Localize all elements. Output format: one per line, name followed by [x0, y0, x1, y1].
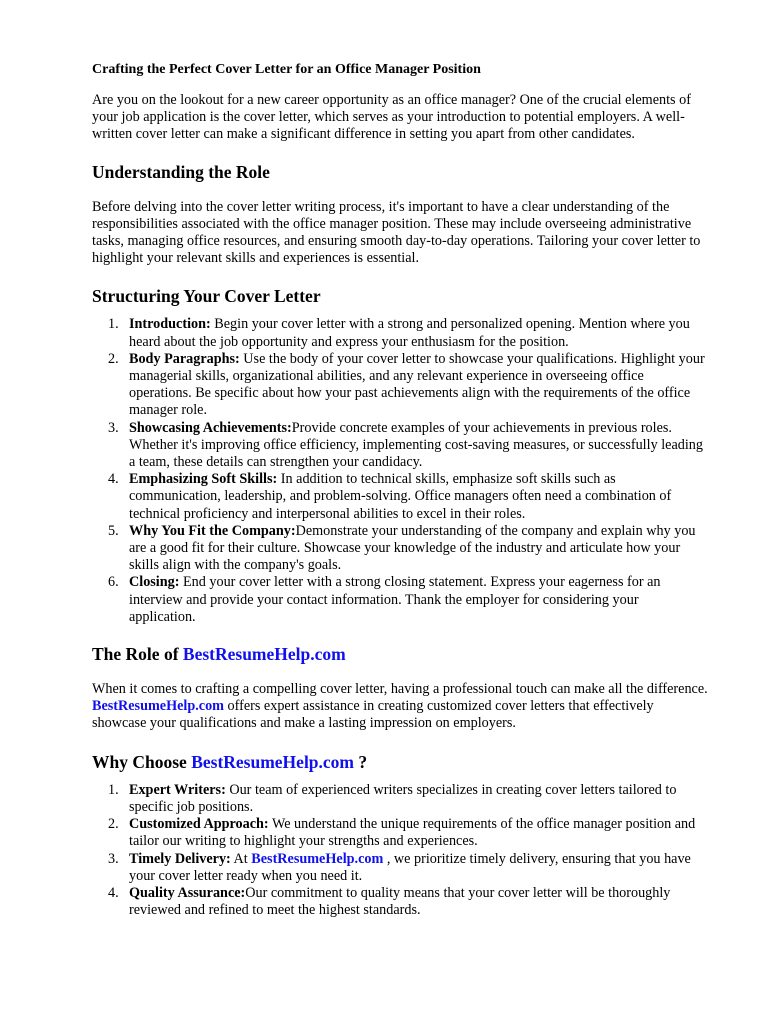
list-item: [92, 351, 708, 420]
list-number: 4.: [108, 471, 119, 488]
understanding-heading: Understanding the Role: [92, 161, 270, 182]
list-item-text-after: , we prioritize timely delivery, ensuring that you have your cover letter ready when you need it.: [129, 850, 691, 884]
list-item-label: Introduction:: [129, 316, 211, 333]
list-number: 1.: [108, 316, 119, 333]
list-item-label: Body Paragraphs:: [129, 350, 240, 367]
why-heading: [92, 752, 708, 772]
list-item-text: Use the body of your cover letter to showcase your qualifications. Highlight your managerial skills, organizational abilities, and any relevant experience in overseeing office operations. Be specific about how your past achievements align with the requirements of the office manager role.: [129, 350, 705, 419]
role-heading-link[interactable]: BestResumeHelp.com: [182, 644, 346, 665]
list-item-text-before: At: [233, 850, 252, 867]
list-number: 6.: [108, 574, 119, 591]
list-number: 3.: [108, 419, 119, 436]
list-item-label: Emphasizing Soft Skills:: [129, 471, 278, 488]
document-title: Crafting the Perfect Cover Letter for an Office Manager Position: [92, 62, 481, 77]
role-text-after: offers expert assistance in creating customized cover letters that effectively showcase your qualifications and make a lasting impression on employers.: [92, 698, 654, 732]
structuring-heading: Structuring Your Cover Letter: [92, 286, 321, 307]
list-number: 2.: [108, 350, 119, 367]
list-item-label: Quality Assurance:: [129, 884, 246, 901]
list-item-label: Customized Approach:: [129, 816, 269, 833]
list-item-text: We understand the unique requirements of the office manager position and tailor our writing to highlight your strengths and experiences.: [129, 816, 696, 850]
list-item-label: Why You Fit the Company:: [129, 522, 296, 539]
why-list: [92, 782, 708, 920]
list-number: 4.: [108, 884, 119, 901]
role-text-before: When it comes to crafting a compelling cover letter, having a professional touch can make all the difference.: [92, 681, 708, 698]
list-item-text: Begin your cover letter with a strong and personalized opening. Mention where you heard about the job opportunity and express your enthusiasm for the position.: [129, 316, 690, 350]
list-item-label: Timely Delivery:: [129, 850, 231, 867]
list-item-label: Showcasing Achievements:: [129, 419, 292, 436]
intro-paragraph: Are you on the lookout for a new career opportunity as an office manager? One of the crucial elements of your job application is the cover letter, which serves as your introduction to potential employers. A well-written cover letter can make a significant difference in setting you apart from other candidates.: [92, 92, 691, 143]
list-number: 2.: [108, 816, 119, 833]
list-item-text: Demonstrate your understanding of the company and explain why you are a good fit for their culture. Showcase your knowledge of the industry and articulate how your skills align with the company's goals.: [129, 522, 696, 574]
role-heading-prefix: The Role of: [92, 644, 183, 665]
list-item: [92, 471, 708, 523]
list-item: [92, 420, 708, 472]
list-item: [92, 574, 708, 626]
list-item: [92, 316, 708, 350]
list-item-label: Expert Writers:: [129, 781, 226, 798]
list-item-text: Provide concrete examples of your achievements in previous roles. Whether it's improving office efficiency, implementing cost-saving measures, or successfully leading a team, these details can strengthen your candidacy.: [129, 419, 703, 471]
list-item: [92, 523, 708, 575]
list-number: 3.: [108, 850, 119, 867]
list-item-link[interactable]: BestResumeHelp.com: [251, 850, 384, 867]
list-number: 1.: [108, 781, 119, 798]
list-number: 5.: [108, 522, 119, 539]
why-heading-suffix: ?: [354, 751, 368, 772]
list-item: [92, 851, 708, 885]
role-paragraph-link[interactable]: BestResumeHelp.com: [92, 698, 224, 715]
structuring-list: [92, 316, 708, 626]
list-item: [92, 816, 708, 850]
role-heading: [92, 644, 708, 664]
why-heading-prefix: Why Choose: [92, 751, 192, 772]
role-paragraph: [92, 681, 708, 733]
list-item-text: Our commitment to quality means that your cover letter will be thoroughly reviewed and refined to meet the highest standards.: [129, 884, 671, 919]
list-item-label: Closing:: [129, 574, 180, 591]
list-item: [92, 782, 708, 816]
understanding-paragraph: Before delving into the cover letter writing process, it's important to have a clear understanding of the responsibilities associated with the office manager position. These may include overseeing administrative tasks, managing office resources, and ensuring smooth day-to-day operations. Tailoring your cover letter to highlight your relevant skills and experiences is essential.: [92, 198, 701, 267]
list-item-text: Our team of experienced writers specializes in creating cover letters tailored to specific job positions.: [129, 781, 677, 815]
list-item: [92, 885, 708, 919]
list-item-text: In addition to technical skills, emphasize soft skills such as communication, leadership, and problem-solving. Office managers often need a combination of technical proficiency and interpersonal abilities to excel in their roles.: [129, 471, 672, 522]
why-heading-link[interactable]: BestResumeHelp.com: [191, 751, 355, 772]
list-item-text: End your cover letter with a strong closing statement. Express your eagerness for an interview and provide your contact information. Thank the employer for considering your application.: [129, 574, 661, 625]
